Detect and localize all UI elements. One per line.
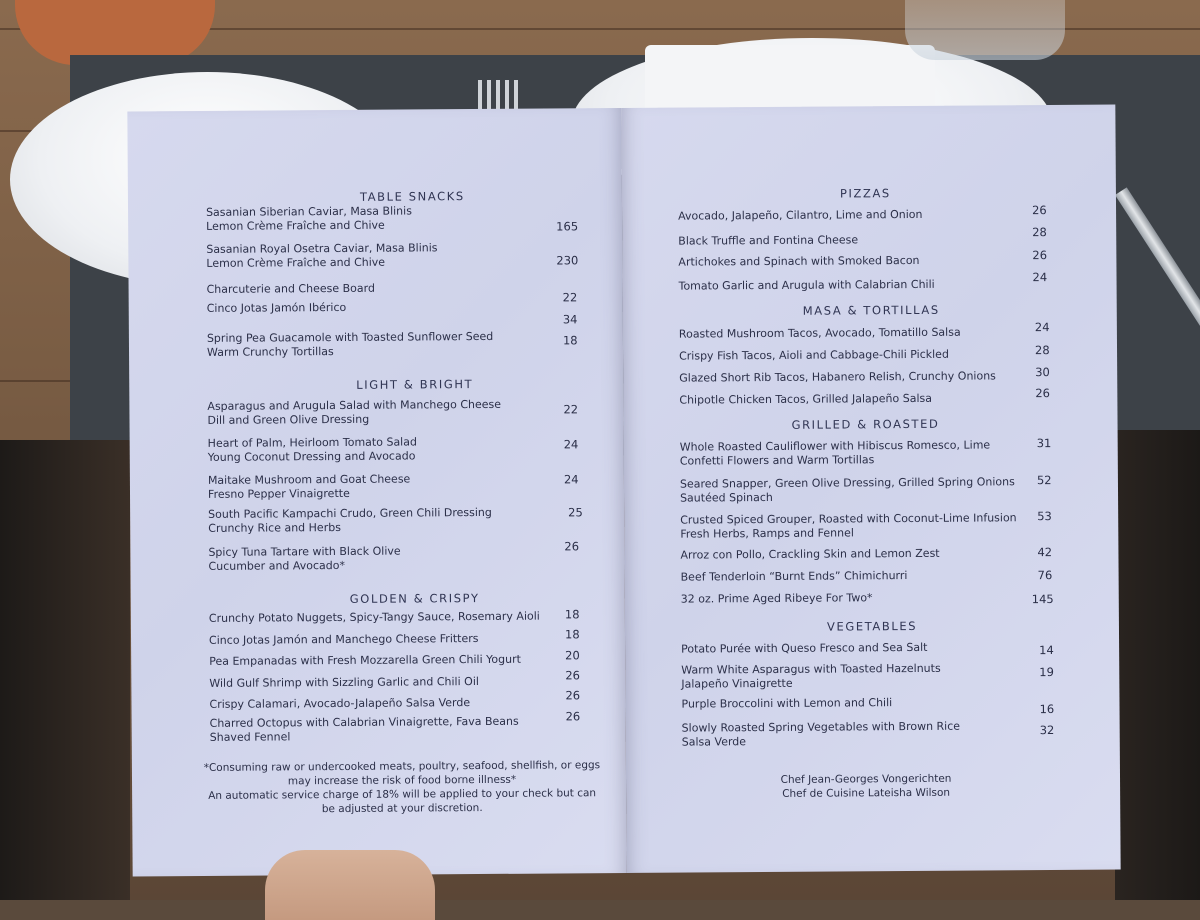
menu-item-price: 30	[1035, 365, 1050, 380]
shadow-right	[1115, 430, 1200, 900]
menu-item: Tomato Garlic and Arugula with Calabrian Chili	[678, 277, 935, 293]
menu-item-price: 52	[1036, 473, 1052, 488]
menu-item: Glazed Short Rib Tacos, Habanero Relish, Crunchy Onions	[679, 369, 996, 385]
menu-item-price: 26	[565, 709, 581, 724]
menu-item: Heart of Palm, Heirloom Tomato Salad Young Coconut Dressing and Avocado	[207, 435, 417, 464]
menu-item: Pea Empanadas with Fresh Mozzarella Green Chili Yogurt	[209, 652, 521, 668]
menu-item: Wild Gulf Shrimp with Sizzling Garlic and Chili Oil	[209, 675, 479, 690]
menu-item-price: 24	[1032, 270, 1048, 285]
menu-item: Maitake Mushroom and Goat Cheese Fresno Pepper Vinaigrette	[207, 472, 411, 501]
menu-item-price: 26	[1032, 248, 1048, 263]
menu-item-price: 34	[562, 312, 578, 327]
section-title-grilled-roasted: GRILLED & ROASTED	[791, 416, 940, 432]
menu-item-price: 26	[565, 688, 581, 703]
menu-item-price: 31	[1036, 436, 1052, 451]
menu-item: Crunchy Potato Nuggets, Spicy-Tangy Sauce, Rosemary Aioli	[208, 609, 540, 625]
menu-item-price: 230	[556, 253, 579, 268]
menu-item: Charcuterie and Cheese Board	[206, 281, 375, 296]
menu-item: 32 oz. Prime Aged Ribeye For Two*	[680, 591, 873, 606]
menu-item-price: 165	[556, 219, 579, 234]
menu-item-price: 16	[1039, 702, 1055, 717]
menu-item-price: 42	[1037, 545, 1053, 560]
menu-item: Black Truffle and Fontina Cheese	[678, 233, 859, 248]
menu-item-price: 26	[565, 668, 580, 683]
menu-item: Beef Tenderloin “Burnt Ends” Chimichurri	[680, 569, 908, 584]
menu-item: Warm White Asparagus with Toasted Hazelnuts Jalapeño Vinaigrette	[681, 661, 941, 691]
menu-left-page	[127, 108, 626, 876]
chef-credits: Chef Jean-Georges Vongerichten Chef de Cuisine Lateisha Wilson	[780, 772, 952, 800]
menu-item: Crusted Spiced Grouper, Roasted with Coconut-Lime Infusion Fresh Herbs, Ramps and Fennel	[680, 511, 1017, 541]
menu-item: Purple Broccolini with Lemon and Chili	[681, 696, 893, 711]
menu-item: Crispy Calamari, Avocado-Jalapeño Salsa Verde	[209, 696, 471, 711]
section-title-pizzas: PIZZAS	[839, 186, 891, 201]
section-title-table-snacks: TABLE SNACKS	[359, 189, 465, 204]
menu-item-price: 26	[1032, 203, 1047, 218]
menu-item: Whole Roasted Cauliflower with Hibiscus Romesco, Lime Confetti Flowers and Warm Tortillas	[679, 438, 991, 468]
menu-item-price: 26	[1035, 386, 1051, 401]
menu-card	[127, 105, 1120, 877]
section-title-masa-tortillas: MASA & TORTILLAS	[802, 302, 940, 318]
menu-item: Asparagus and Arugula Salad with Manchego Cheese Dill and Green Olive Dressing	[207, 397, 502, 427]
menu-item-price: 28	[1034, 343, 1050, 358]
menu-item-price: 32	[1039, 723, 1055, 738]
menu-item-price: 14	[1039, 643, 1054, 658]
hand-holding-menu	[265, 850, 435, 920]
menu-item: Roasted Mushroom Tacos, Avocado, Tomatillo Salsa	[678, 325, 961, 341]
menu-item-price: 18	[564, 627, 580, 642]
menu-item-price: 24	[563, 472, 579, 487]
section-title-golden-crispy: GOLDEN & CRISPY	[349, 591, 480, 606]
menu-item-price: 20	[565, 648, 580, 663]
menu-item: Charred Octopus with Calabrian Vinaigrette, Fava Beans Shaved Fennel	[209, 714, 519, 744]
menu-item: Slowly Roasted Spring Vegetables with Brown Rice Salsa Verde	[681, 719, 961, 749]
menu-item-price: 24	[1034, 320, 1050, 335]
menu-disclaimer: *Consuming raw or undercooked meats, poultry, seafood, shellfish, or eggs may increase the risk of food borne illness* An automatic service charge of 18% will be applied to your check but can be adjusted at your discretion.	[203, 759, 601, 816]
menu-item: South Pacific Kampachi Crudo, Green Chili Dressing Crunchy Rice and Herbs	[208, 505, 492, 535]
menu-item: Spicy Tuna Tartare with Black Olive Cucumber and Avocado*	[208, 544, 401, 573]
menu-item: Spring Pea Guacamole with Toasted Sunflower Seed Warm Crunchy Tortillas	[206, 329, 494, 359]
menu-item: Cinco Jotas Jamón and Manchego Cheese Fritters	[208, 632, 479, 647]
menu-item: Potato Purée with Queso Fresco and Sea Salt	[681, 640, 928, 656]
menu-item-price: 18	[562, 333, 578, 348]
menu-item: Artichokes and Spinach with Smoked Bacon	[678, 253, 920, 269]
menu-right-page	[621, 105, 1120, 873]
menu-item-price: 22	[562, 290, 578, 305]
menu-item-price: 145	[1031, 592, 1054, 607]
menu-item: Cinco Jotas Jamón Ibérico	[206, 300, 347, 315]
menu-item: Arroz con Pollo, Crackling Skin and Lemon Zest	[680, 546, 940, 562]
menu-item-price: 76	[1037, 568, 1053, 583]
menu-item-price: 25	[568, 505, 583, 520]
menu-item-price: 24	[563, 437, 579, 452]
menu-item-price: 28	[1032, 225, 1047, 240]
menu-item-price: 26	[564, 539, 580, 554]
menu-item: Crispy Fish Tacos, Aioli and Cabbage-Chili Pickled	[679, 347, 949, 363]
menu-item-price: 22	[563, 402, 579, 417]
menu-item: Chipotle Chicken Tacos, Grilled Jalapeño Salsa	[679, 391, 933, 407]
menu-item: Sasanian Siberian Caviar, Masa Blinis Lemon Crème Fraîche and Chive	[206, 204, 412, 233]
shadow-left	[0, 440, 130, 900]
menu-item-price: 18	[564, 607, 580, 622]
section-title-light-bright: LIGHT & BRIGHT	[356, 377, 474, 392]
section-title-vegetables: VEGETABLES	[826, 618, 918, 634]
menu-item: Seared Snapper, Green Olive Dressing, Grilled Spring Onions Sautéed Spinach	[679, 475, 1015, 505]
menu-item-price: 19	[1039, 665, 1054, 680]
menu-item: Sasanian Royal Osetra Caviar, Masa Blinis Lemon Crème Fraîche and Chive	[206, 241, 438, 270]
menu-item-price: 53	[1037, 509, 1052, 524]
water-glass	[905, 0, 1065, 60]
menu-item: Avocado, Jalapeño, Cilantro, Lime and Onion	[678, 207, 923, 223]
